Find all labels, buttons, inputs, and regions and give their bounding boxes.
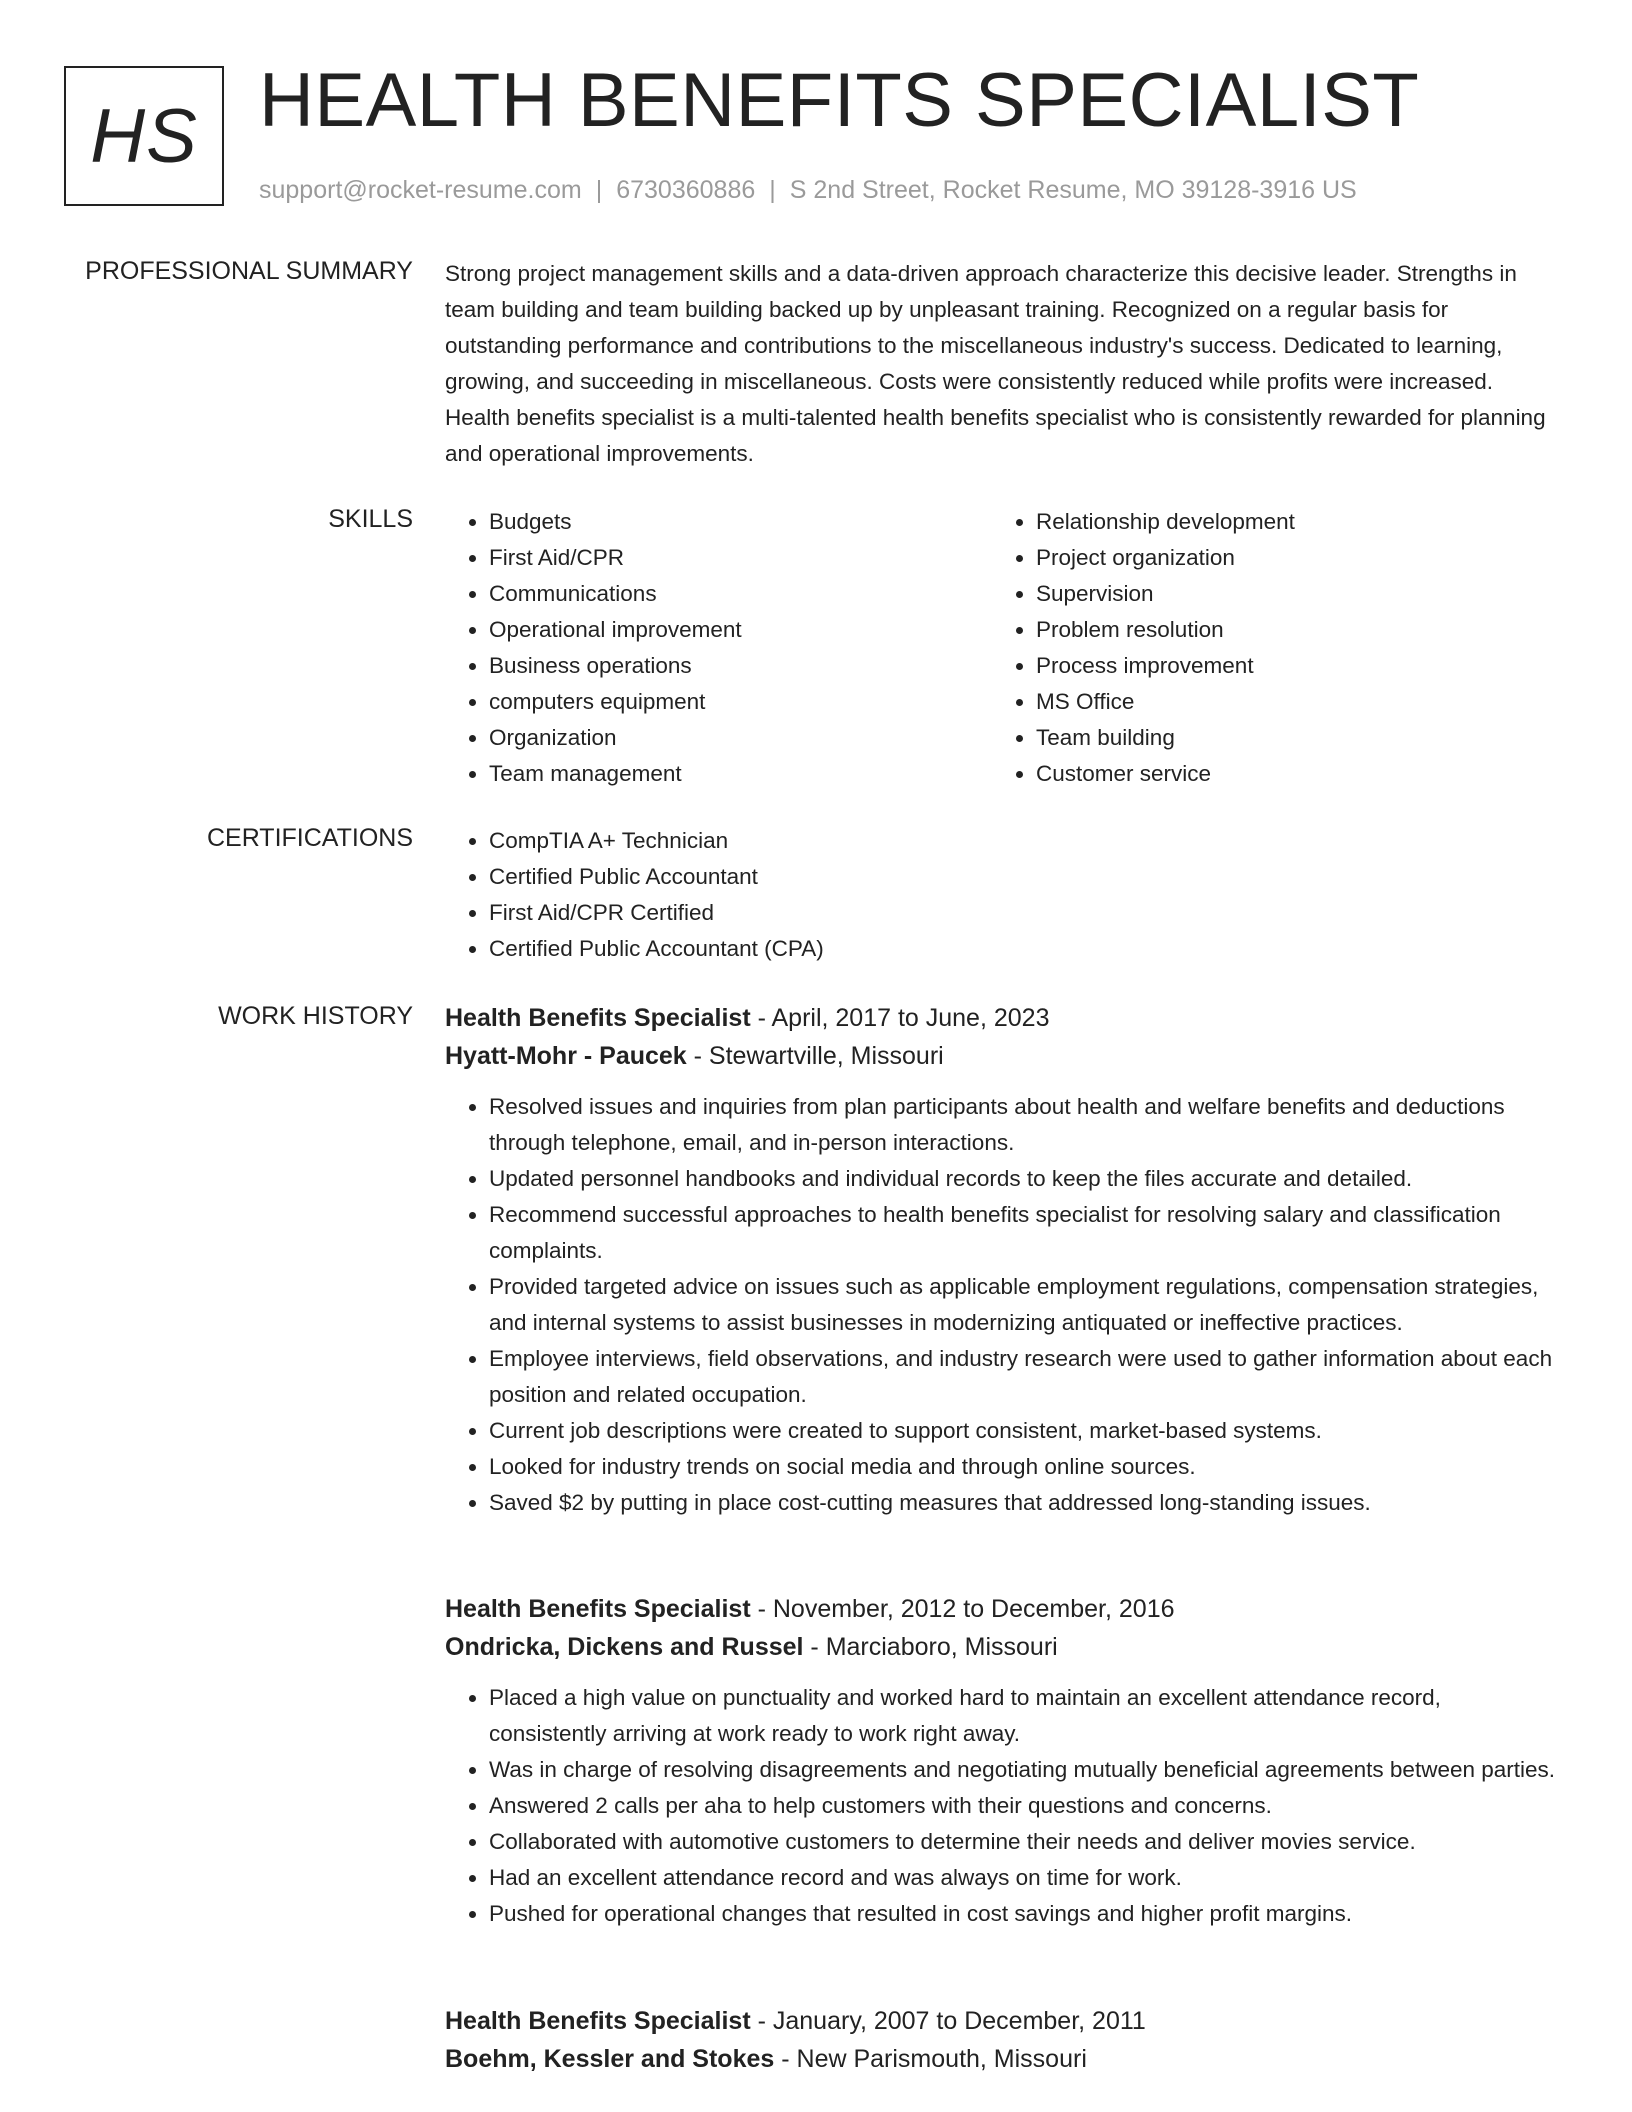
job-entry: [445, 2002, 1560, 2078]
job-company-line: [445, 2040, 1560, 2078]
job-bullet: • Current job descriptions were created to support consistent, market-based systems.: [489, 1413, 1560, 1449]
job-title-line: [445, 1590, 1560, 1628]
job-entry: [445, 1590, 1560, 1932]
job-company: Boehm, Kessler and Stokes: [445, 2045, 775, 2073]
job-location: - Stewartville, Missouri: [686, 1042, 944, 1070]
skills-column-2: [992, 504, 1539, 792]
job-bullet: • Pushed for operational changes that resulted in cost savings and higher profit margins.: [489, 1896, 1560, 1932]
skills-column-1: [445, 504, 992, 792]
skill-item: • Problem resolution: [1036, 612, 1539, 648]
certification-item: • First Aid/CPR Certified: [489, 895, 1560, 931]
skill-item: • Communications: [489, 576, 992, 612]
job-title: Health Benefits Specialist: [445, 1004, 751, 1032]
skill-item: • Organization: [489, 720, 992, 756]
job-entry: [445, 999, 1560, 1521]
job-title-line: [445, 999, 1560, 1037]
job-title: Health Benefits Specialist: [445, 2007, 751, 2035]
phone-number[interactable]: 6730360886: [616, 176, 756, 204]
job-company: Hyatt-Mohr - Paucek: [445, 1042, 687, 1070]
job-company-line: [445, 1037, 1560, 1075]
job-location: - New Parismouth, Missouri: [774, 2045, 1087, 2073]
job-company-line: [445, 1628, 1560, 1666]
skill-item: • Customer service: [1036, 756, 1539, 792]
job-dates: - November, 2012 to December, 2016: [750, 1595, 1175, 1623]
section-heading-work-history: WORK HISTORY: [218, 1002, 413, 1030]
job-dates: - January, 2007 to December, 2011: [750, 2007, 1146, 2035]
contact-separator: |: [769, 176, 776, 204]
certification-item: • Certified Public Accountant: [489, 859, 1560, 895]
job-bullet: • Recommend successful approaches to health benefits specialist for resolving salary and classification complaints.: [489, 1197, 1560, 1269]
summary-text: Strong project management skills and a data-driven approach characterize this decisive leader. Strengths in team building and team building backed up by unpleasant training. Recognized on a regular basis for outstanding performance and contributions to the miscellaneous industry's success. Dedicated to learning, growing, and succeeding in miscellaneous. Costs were consistently reduced while profits were increased. Health benefits specialist is a multi-talented health benefits specialist who is consistently rewarded for planning and operational improvements.: [445, 261, 1546, 466]
skill-item: • computers equipment: [489, 684, 992, 720]
skill-item: • Budgets: [489, 504, 992, 540]
job-bullet: • Had an excellent attendance record and was always on time for work.: [489, 1860, 1560, 1896]
job-bullet: • Employee interviews, field observations, and industry research were used to gather information about each position and related occupation.: [489, 1341, 1560, 1413]
certifications-body: [445, 823, 1560, 967]
job-title-line: [445, 2002, 1560, 2040]
contact-line: [259, 174, 1357, 206]
job-title: Health Benefits Specialist: [445, 1595, 751, 1623]
job-bullet: • Resolved issues and inquiries from plan participants about health and welfare benefits and deductions through telephone, email, and in-person interactions.: [489, 1089, 1560, 1161]
job-bullet: • Was in charge of resolving disagreements and negotiating mutually beneficial agreements between parties.: [489, 1752, 1560, 1788]
skill-item: • Business operations: [489, 648, 992, 684]
skill-item: • Process improvement: [1036, 648, 1539, 684]
job-bullet: • Looked for industry trends on social media and through online sources.: [489, 1449, 1560, 1485]
skill-item: • Team building: [1036, 720, 1539, 756]
skill-item: • Operational improvement: [489, 612, 992, 648]
contact-separator: |: [595, 176, 603, 204]
job-bullet: • Placed a high value on punctuality and worked hard to maintain an excellent attendance record, consistently arriving at work ready to work right away.: [489, 1680, 1560, 1752]
email-link[interactable]: support@rocket-resume.com: [259, 176, 582, 204]
job-bullet: • Saved $2 by putting in place cost-cutting measures that addressed long-standing issues.: [489, 1485, 1560, 1521]
job-bullet: • Updated personnel handbooks and individual records to keep the files accurate and detailed.: [489, 1161, 1560, 1197]
section-heading-skills: SKILLS: [328, 505, 413, 533]
address: S 2nd Street, Rocket Resume, MO 39128-3916 US: [789, 176, 1357, 204]
job-bullet: • Collaborated with automotive customers to determine their needs and deliver movies service.: [489, 1824, 1560, 1860]
skill-item: • MS Office: [1036, 684, 1539, 720]
job-location: - Marciaboro, Missouri: [803, 1633, 1058, 1661]
job-bullet: • Provided targeted advice on issues such as applicable employment regulations, compensation strategies, and internal systems to assist businesses in modernizing antiquated or ineffective practices.: [489, 1269, 1560, 1341]
skill-item: • Project organization: [1036, 540, 1539, 576]
certification-item: • Certified Public Accountant (CPA): [489, 931, 1560, 967]
skill-item: • Supervision: [1036, 576, 1539, 612]
job-company: Ondricka, Dickens and Russel: [445, 1633, 804, 1661]
skill-item: • Relationship development: [1036, 504, 1539, 540]
skills-body: [445, 504, 1560, 792]
certification-item: • CompTIA A+ Technician: [489, 823, 1560, 859]
skill-item: • Team management: [489, 756, 992, 792]
job-dates: - April, 2017 to June, 2023: [750, 1004, 1050, 1032]
section-heading-summary: PROFESSIONAL SUMMARY: [85, 257, 413, 285]
job-bullet: • Answered 2 calls per aha to help customers with their questions and concerns.: [489, 1788, 1560, 1824]
monogram-logo: HS: [64, 66, 224, 206]
skill-item: • First Aid/CPR: [489, 540, 992, 576]
page-title: HEALTH BENEFITS SPECIALIST: [259, 58, 1420, 143]
section-heading-certifications: CERTIFICATIONS: [206, 824, 413, 852]
